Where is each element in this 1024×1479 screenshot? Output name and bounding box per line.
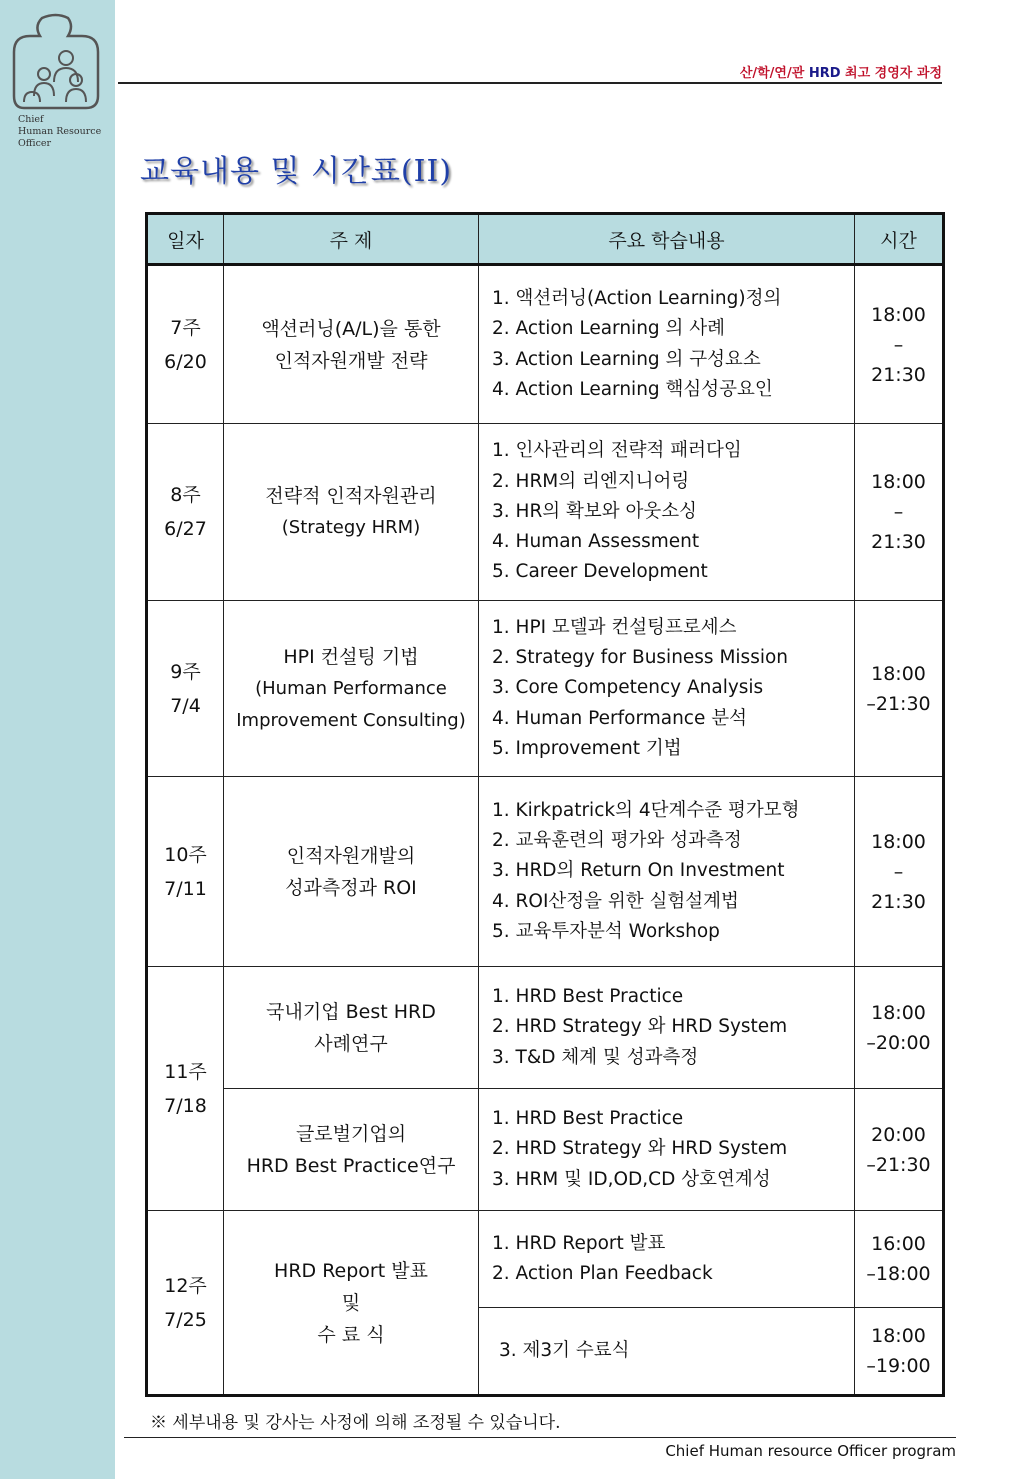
content-item: 1. HPI 모델과 컨설팅프로세스 (492, 616, 737, 638)
content-item: 2. Action Plan Feedback (492, 1263, 713, 1284)
time-line: –19:00 (866, 1355, 931, 1377)
time-line: –20:00 (866, 1031, 931, 1054)
logo-caption (18, 114, 113, 150)
topic-line: HRD Report 발표 (274, 1259, 428, 1282)
content-item: 1. Kirkpatrick의 4단계수준 평가모형 (492, 799, 800, 821)
table-row (147, 1211, 944, 1308)
week-cell (147, 265, 224, 424)
content-item: 1. HRD Best Practice (492, 986, 684, 1008)
time-cell (855, 1308, 944, 1396)
content-item: 4. Action Learning 핵심성공요인 (492, 378, 773, 400)
time-line: 18:00 (871, 1325, 926, 1347)
time-cell (855, 424, 944, 601)
topic-line: 성과측정과 ROI (285, 876, 417, 899)
content-item: 3. Action Learning 의 구성요소 (492, 348, 761, 370)
topic-line: 글로벌기업의 (295, 1122, 407, 1145)
content-item: 1. HRD Best Practice (492, 1108, 684, 1130)
content-cell (479, 601, 855, 777)
topic-cell (224, 1211, 479, 1396)
week-cell (147, 777, 224, 967)
header-date: 일자 (147, 214, 224, 265)
topic-line: 전략적 인적자원관리 (265, 485, 437, 507)
content-item: 2. HRM의 리엔지니어링 (492, 470, 690, 492)
table-row (147, 777, 944, 967)
content-item: 1. 액션러닝(Action Learning)정의 (492, 288, 782, 310)
topic-line: HRD Best Practice연구 (246, 1154, 456, 1177)
week-label: 12주 (164, 1274, 207, 1297)
time-line: – (893, 860, 904, 883)
content-cell (479, 1211, 855, 1308)
week-label: 8주 (170, 484, 201, 506)
week-date: 7/18 (164, 1094, 207, 1117)
week-date: 6/27 (164, 518, 207, 540)
content-item: 4. Human Performance 분석 (492, 707, 747, 729)
time-line: 18:00 (871, 471, 926, 493)
topic-cell (224, 601, 479, 777)
content-item: 2. Strategy for Business Mission (492, 647, 789, 669)
header-divider (118, 82, 942, 84)
time-line: 21:30 (871, 890, 926, 913)
content-cell (479, 265, 855, 424)
time-line: 18:00 (871, 303, 926, 326)
week-label: 7주 (170, 316, 201, 339)
topic-line: (Strategy HRM) (281, 517, 421, 538)
content-item: 5. 교육투자분석 Workshop (492, 920, 720, 942)
time-line: 16:00 (871, 1233, 926, 1255)
cho-logo-icon (10, 12, 102, 112)
topic-line: 액션러닝(A/L)을 통한 (261, 317, 441, 340)
program-hrd: HRD (808, 66, 841, 81)
week-date: 7/4 (170, 694, 201, 717)
week-cell (147, 424, 224, 601)
header-topic: 주 제 (224, 214, 479, 265)
content-item: 2. HRD Strategy 와 HRD System (492, 1016, 788, 1038)
content-item: 2. 교육훈련의 평가와 성과측정 (492, 830, 742, 852)
week-date: 7/11 (164, 877, 207, 900)
time-line: – (893, 501, 904, 523)
topic-line: HPI 컨설팅 기법 (283, 645, 419, 668)
header-content: 주요 학습내용 (479, 214, 855, 265)
time-cell (855, 265, 944, 424)
content-item: 3. HR의 확보와 아웃소싱 (492, 500, 698, 522)
time-line: 18:00 (871, 830, 926, 853)
footnote: ※ 세부내용 및 강사는 사정에 의해 조정될 수 있습니다. (150, 1413, 561, 1433)
topic-cell (224, 265, 479, 424)
content-item: 3. HRD의 Return On Investment (492, 860, 785, 882)
topic-line: (Human Performance (255, 677, 447, 699)
topic-cell (224, 777, 479, 967)
content-item: 3. Core Competency Analysis (492, 677, 764, 699)
week-cell (147, 967, 224, 1211)
content-item: 4. Human Assessment (492, 531, 700, 553)
time-line: –18:00 (866, 1263, 931, 1285)
content-cell (479, 1089, 855, 1211)
logo-line: Chief (18, 114, 44, 125)
topic-line: 인적자원개발 전략 (274, 349, 428, 372)
content-cell (479, 1308, 855, 1396)
topic-cell (224, 424, 479, 601)
topic-line: 인적자원개발의 (286, 844, 416, 867)
week-label: 10주 (164, 843, 207, 866)
page-title: 교육내용 및 시간표(II) (140, 154, 453, 189)
time-line: 18:00 (871, 662, 926, 685)
topic-line: 및 (341, 1291, 361, 1314)
topic-line: 수 료 식 (317, 1323, 385, 1346)
topic-line: 사례연구 (314, 1032, 388, 1055)
schedule-table (145, 212, 945, 1397)
footer-divider (124, 1437, 956, 1438)
table-row (147, 967, 944, 1089)
content-item: 3. T&D 체계 및 성과측정 (492, 1046, 699, 1068)
time-line: –21:30 (866, 1153, 931, 1176)
content-item: 2. HRD Strategy 와 HRD System (492, 1138, 788, 1160)
time-cell (855, 601, 944, 777)
time-cell (855, 967, 944, 1089)
content-item: 5. Improvement 기법 (492, 737, 682, 759)
sidebar-band (0, 0, 115, 1479)
week-label: 11주 (164, 1060, 207, 1083)
topic-line: 국내기업 Best HRD (266, 1000, 436, 1023)
time-line: –21:30 (866, 692, 931, 715)
time-line: 21:30 (871, 363, 926, 386)
logo-line: Officer (18, 138, 52, 149)
week-label: 9주 (170, 660, 201, 683)
program-name (740, 62, 942, 81)
logo-line: Human Resource (18, 126, 102, 137)
week-cell (147, 1211, 224, 1396)
time-cell (855, 1211, 944, 1308)
content-item: 3. 제3기 수료식 (499, 1339, 630, 1361)
table-header-row (147, 214, 944, 265)
header-time: 시간 (855, 214, 944, 265)
topic-cell (224, 967, 479, 1089)
week-date: 6/20 (164, 350, 207, 373)
program-prefix: 산/학/연/관 (739, 66, 809, 81)
time-line: 18:00 (871, 1001, 926, 1024)
content-item: 1. 인사관리의 전략적 패러다임 (492, 440, 742, 462)
footer-program-name: Chief Human resource Officer program (665, 1442, 956, 1460)
content-item: 4. ROI산정을 위한 실험설계법 (492, 890, 739, 912)
time-cell (855, 1089, 944, 1211)
topic-cell (224, 1089, 479, 1211)
week-date: 7/25 (164, 1308, 207, 1331)
table-row (147, 1089, 944, 1211)
time-line: – (893, 333, 904, 356)
time-cell (855, 777, 944, 967)
table-row (147, 601, 944, 777)
content-cell (479, 777, 855, 967)
time-line: 21:30 (871, 531, 926, 553)
table-row (147, 265, 944, 424)
topic-line: Improvement Consulting) (236, 709, 466, 731)
content-cell (479, 967, 855, 1089)
week-cell (147, 601, 224, 777)
table-row (147, 424, 944, 601)
content-item: 1. HRD Report 발표 (492, 1232, 666, 1254)
content-item: 5. Career Development (492, 561, 708, 583)
time-line: 20:00 (871, 1123, 926, 1146)
program-suffix: 최고 경영자 과정 (840, 66, 942, 81)
content-item: 2. Action Learning 의 사례 (492, 318, 726, 340)
content-item: 3. HRM 및 ID,OD,CD 상호연계성 (492, 1168, 771, 1190)
content-cell (479, 424, 855, 601)
